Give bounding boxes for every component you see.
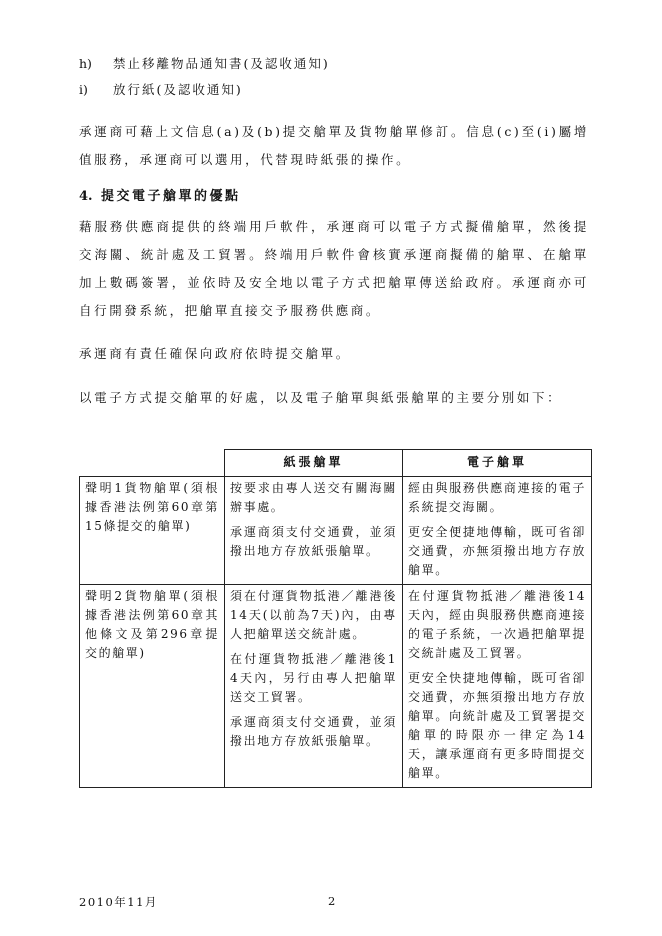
table-row [80,477,592,585]
table-header-blank [80,450,225,477]
list-marker: i) [79,82,88,97]
cell-paragraph: 更安全快捷地傳輸，既可省卻交通費，亦無須撥出地方存放艙單。向統計處及工貿署提交艙單的時限亦一律定為14天，讓承運商有更多時間提交艙單。 [408,671,586,780]
footer-date: 2010年11月 [79,895,158,909]
list-item-i [79,80,243,98]
electronic-cell [403,477,592,585]
cell-paragraph: 按要求由專人送交有關海關辦事處。 [230,481,397,514]
cell-paragraph: 在付運貨物抵港／離港後14天內，經由與服務供應商連接的電子系統，一次過把艙單提交統計處及工貿署。 [408,589,586,660]
row-label-cell: 聲明2貨物艙單(須根據香港法例第60章其他條文及第296章提交的艙單) [80,585,225,788]
cell-paragraph: 承運商須支付交通費，並須撥出地方存放紙張艙單。 [230,715,397,748]
table-header-electronic: 電子艙單 [403,450,592,477]
paper-cell [225,585,403,788]
table-header-paper: 紙張艙單 [225,450,403,477]
comparison-table [79,449,592,788]
section-body-paragraph: 藉服務供應商提供的終端用戶軟件，承運商可以電子方式擬備艙單，然後提交海關、統計處及工貿署。終端用戶軟件會核實承運商擬備的艙單、在艙單加上數碼簽署，並依時及安全地以電子方式把艙單傳送給政府。承運商亦可自行開發系統，把艙單直接交予服務供應商。 [79,219,589,318]
list-item-text: 放行紙(及認收通知) [113,82,243,97]
paper-cell [225,477,403,585]
cell-paragraph: 須在付運貨物抵港／離港後14天(以前為7天)內，由專人把艙單送交統計處。 [230,589,397,641]
table-header-row [80,450,592,477]
page-number: 2 [328,894,336,908]
cell-paragraph: 經由與服務供應商連接的電子系統提交海關。 [408,481,586,514]
comparison-intro-paragraph: 以電子方式提交艙單的好處，以及電子艙單與紙張艙單的主要分別如下： [79,390,563,405]
cell-paragraph: 更安全便捷地傳輸，既可省卻交通費，亦無須撥出地方存放艙單。 [408,525,586,577]
responsibility-paragraph: 承運商有責任確保向政府依時提交艙單。 [79,346,351,361]
intro-paragraph: 承運商可藉上文信息(a)及(b)提交艙單及貨物艙單修訂。信息(c)至(i)屬增值服務，承運商可以選用，代替現時紙張的操作。 [79,124,589,167]
section-title: 提交電子艙單的優點 [101,189,241,204]
list-marker: h) [79,56,92,71]
row-label-cell: 聲明1貨物艙單(須根據香港法例第60章第15條提交的艙單) [80,477,225,585]
table-row [80,585,592,788]
cell-paragraph: 承運商須支付交通費，並須撥出地方存放紙張艙單。 [230,525,397,558]
list-item-h [79,54,330,72]
cell-paragraph: 在付運貨物抵港／離港後14天內，另行由專人把艙單送交工貿署。 [230,652,397,704]
section-heading [79,185,241,204]
section-number: 4. [79,189,93,204]
list-item-text: 禁止移離物品通知書(及認收通知) [113,56,330,71]
electronic-cell [403,585,592,788]
